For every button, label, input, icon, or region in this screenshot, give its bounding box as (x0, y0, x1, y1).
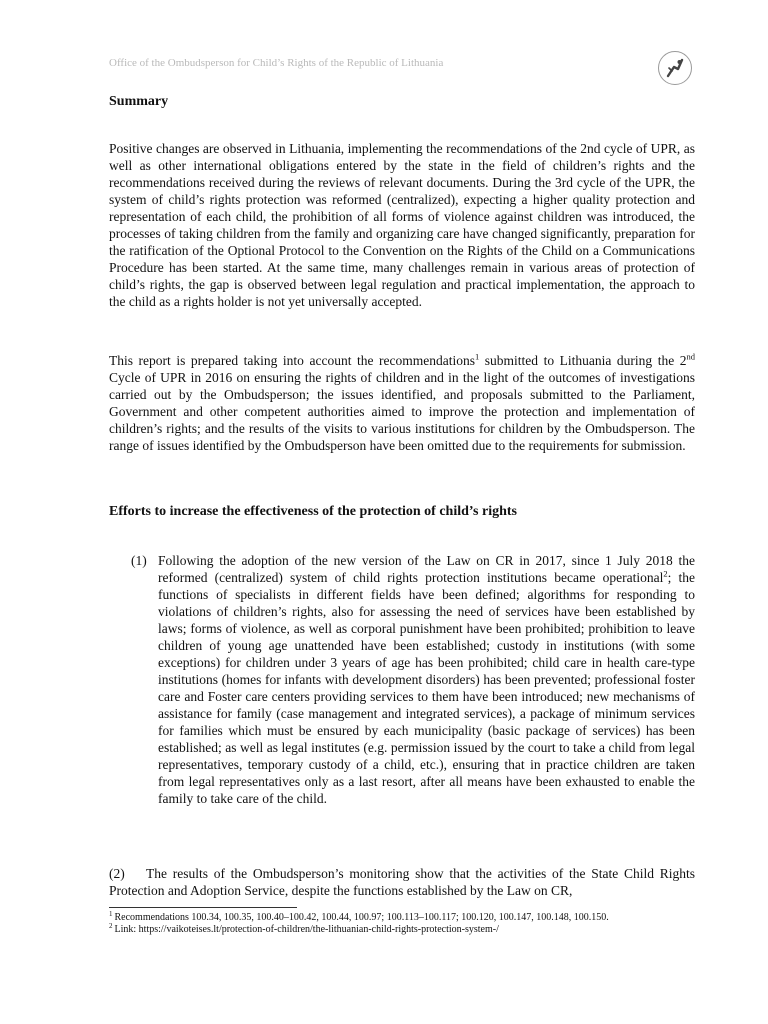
list-item-1-text (158, 552, 695, 807)
summary-paragraph-2 (109, 352, 695, 454)
list-item-2-text: The results of the Ombudsperson’s monitoring show that the activities of the State Child Rights Protection and Adoption Service, despite the functions established by the Law on CR, (109, 866, 695, 898)
footnote-ref-2[interactable]: 2 (663, 568, 668, 579)
footnote-1-text: Recommendations 100.34, 100.35, 100.40–100.42, 100.44, 100.97; 100.113–100.117; 100.120, 100.147, 100.148, 100.150. (114, 912, 609, 923)
footnote-1 (109, 909, 609, 924)
summary-heading: Summary (109, 94, 169, 109)
ordinal-suffix: nd (686, 351, 695, 362)
list-item-1 (131, 552, 695, 807)
item1-text-b: ; the functions of specialists in different fields have been defined; algorithms for responding to violations of children’s rights, also for assessing the need of services have been established by laws; forms of violence, as well as corporal punishment have been prohibited; prohibition to leave children of young age unattended have been established; custody in institutions (with some exceptions) for children under 3 years of age has been prohibited; child care in health care-type institutions (homes for infants with development disorders) has been prevented; professional foster care and Foster care centers providing services to them have been introduced; new mechanisms of assistance for family (case management and integrated services), a package of minimum services for families which must be ensured by each municipality (basic package of services) has been established; as well as legal institutes (e.g. permission issued by the court to take a child from legal representatives, temporary custody of a child, etc.), ensuring that in practice children are taken from legal representatives only as a last resort, after all means have been exhausted to enable the family to take care of the child. (158, 570, 695, 806)
ombudsperson-logo-icon (657, 50, 693, 86)
summary-paragraph-1: Positive changes are observed in Lithuania, implementing the recommendations of the 2nd cycle of UPR, as well as other international obligations entered by the state in the field of children’s rights and the recommendations received during the reviews of relevant documents. During the 3rd cycle of the UPR, the system of child’s rights protection was reformed (centralized), expecting a higher quality protection and representation of each child, the prohibition of all forms of violence against children was introduced, the processes of taking children from the family and organizing care have changed significantly, preparation for the ratification of the Optional Protocol to the Convention on the Rights of the Child on a Communications Procedure has been started. At the same time, many challenges remain in various areas of protection of child’s rights, the gap is observed between legal regulation and practical implementation, the approach to the child as a rights holder is not yet universally accepted. (109, 141, 695, 309)
list-item-2 (109, 865, 695, 899)
footnote-separator (109, 907, 297, 908)
footnote-2-mark: 2 (109, 921, 113, 930)
p2-text-a: This report is prepared taking into account the recommendations (109, 353, 475, 368)
footnote-ref-1[interactable]: 1 (475, 351, 480, 362)
list-item-2-number: (2) (109, 866, 125, 881)
running-header: Office of the Ombudsperson for Child’s Rights of the Republic of Lithuania (109, 57, 444, 69)
item1-text-a: Following the adoption of the new version of the Law on CR in 2017, since 1 July 2018 the reformed (centralized) system of child rights protection institutions became operational (158, 553, 695, 585)
p2-text-b: submitted to Lithuania during the 2 (479, 353, 687, 368)
footnote-1-mark: 1 (109, 909, 113, 918)
footnote-2-link[interactable]: Link: https://vaikoteises.lt/protection-of-children/the-lithuanian-child-rights-protection-system-/ (114, 924, 499, 935)
efforts-heading: Efforts to increase the effectiveness of the protection of child’s rights (109, 504, 517, 519)
list-item-1-number: (1) (131, 553, 147, 568)
footnote-2 (109, 921, 499, 936)
p2-text-c: Cycle of UPR in 2016 on ensuring the rights of children and in the light of the outcomes of investigations carried out by the Ombudsperson; the issues identified, and proposals submitted to the Parliament, Government and other competent authorities aimed to improve the protection and implementation of children’s rights; and the results of the visits to various institutions for children by the Ombudsperson. The range of issues identified by the Ombudsperson have been omitted due to the requirements for submission. (109, 370, 695, 453)
